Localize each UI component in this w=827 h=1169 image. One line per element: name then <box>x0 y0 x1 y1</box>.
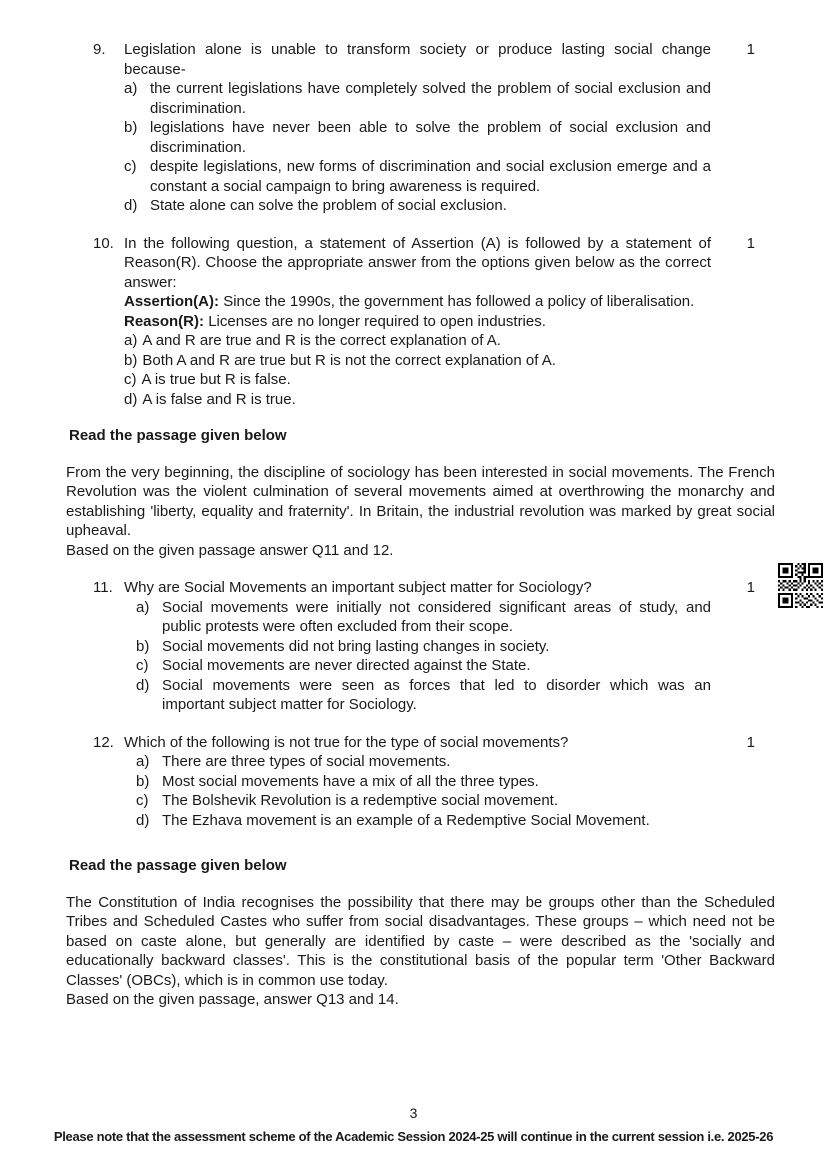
question-10 <box>93 234 775 410</box>
question-number: 10. <box>93 234 114 252</box>
option-text: legislations have never been able to solve the problem of social exclusion and discrimination. <box>150 119 711 156</box>
assertion-text: Since the 1990s, the government has followed a policy of liberalisation. <box>223 293 695 310</box>
option-letter: a) <box>124 332 138 349</box>
passage-note: Based on the given passage answer Q11 and 12. <box>66 541 394 559</box>
option-row <box>124 351 711 371</box>
option-row <box>136 772 711 792</box>
footer-note: Please note that the assessment scheme of the Academic Session 2024-25 will continue in the current session i.e. 2025-26 <box>53 1128 774 1144</box>
option-text: A and R are true and R is the correct explanation of A. <box>142 332 501 349</box>
option-row <box>136 637 711 657</box>
option-row <box>136 676 711 715</box>
option-text: A is true but R is false. <box>141 371 291 388</box>
option-row <box>124 79 711 118</box>
option-text: State alone can solve the problem of social exclusion. <box>150 197 507 214</box>
document-content <box>66 40 775 1010</box>
option-letter: c) <box>136 657 149 674</box>
option-letter: b) <box>136 637 150 655</box>
option-text: A is false and R is true. <box>142 390 296 408</box>
question-body <box>124 578 711 715</box>
option-text: Social movements did not bring lasting changes in society. <box>162 637 550 655</box>
option-text: Social movements are never directed against the State. <box>162 657 531 674</box>
question-number: 12. <box>93 733 114 751</box>
option-text: The Bolshevik Revolution is a redemptive social movement. <box>162 792 559 809</box>
option-text: Both A and R are true but R is not the correct explanation of A. <box>142 351 556 369</box>
question-11 <box>93 578 775 715</box>
option-text: Most social movements have a mix of all the three types. <box>162 772 539 790</box>
question-text: In the following question, a statement of Assertion (A) is followed by a statement of Reason(R). Choose the appropriate answer from the options given below as the correct answer: <box>124 234 711 291</box>
option-text: Social movements were seen as forces that led to disorder which was an important subject matter for Sociology. <box>162 676 711 713</box>
option-row <box>136 811 711 831</box>
assertion-line <box>124 292 711 312</box>
reason-line <box>124 312 711 332</box>
option-letter: c) <box>124 158 137 175</box>
passage-2 <box>66 893 775 1010</box>
qr-code-icon <box>778 563 823 608</box>
reason-text: Licenses are no longer required to open industries. <box>208 312 546 330</box>
option-letter: c) <box>124 371 137 388</box>
question-12 <box>93 733 775 831</box>
option-letter: c) <box>136 792 149 809</box>
passage-note: Based on the given passage, answer Q13 and 14. <box>66 991 399 1008</box>
question-9 <box>93 40 775 216</box>
option-row <box>124 196 711 216</box>
option-row <box>136 656 711 676</box>
option-row <box>136 752 711 772</box>
option-row <box>124 370 711 390</box>
question-text: Legislation alone is unable to transform society or produce lasting social change because- <box>124 41 711 78</box>
option-letter: a) <box>136 598 150 616</box>
question-text: Which of the following is not true for the type of social movements? <box>124 733 569 751</box>
option-text: despite legislations, new forms of discrimination and social exclusion emerge and a constant a social campaign to bring awareness is required. <box>150 158 711 195</box>
question-text: Why are Social Movements an important subject matter for Sociology? <box>124 579 592 596</box>
page-number: 3 <box>409 1105 418 1121</box>
question-marks: 1 <box>746 41 755 58</box>
option-letter: d) <box>136 676 150 694</box>
question-body <box>124 234 711 410</box>
reason-label: Reason(R): <box>124 312 205 330</box>
option-row <box>136 598 711 637</box>
option-row <box>124 331 711 351</box>
option-row <box>124 390 711 410</box>
option-letter: d) <box>124 197 138 214</box>
option-text: There are three types of social movements. <box>162 753 451 770</box>
option-text: The Ezhava movement is an example of a Redemptive Social Movement. <box>162 811 650 829</box>
assertion-label: Assertion(A): <box>124 293 220 310</box>
option-row <box>136 791 711 811</box>
passage-text: From the very beginning, the discipline of sociology has been interested in social movements. The French Revolution was the violent culmination of several movements aimed at overthrowing the monarchy and establishing 'liberty, equality and fraternity'. In Britain, the industrial revolution was marked by great social upheaval. <box>66 463 775 539</box>
question-number: 9. <box>93 41 106 58</box>
question-marks: 1 <box>746 234 755 252</box>
passage-heading: Read the passage given below <box>69 857 287 874</box>
option-letter: b) <box>136 772 150 790</box>
option-letter: a) <box>124 80 138 97</box>
option-text: the current legislations have completely solved the problem of social exclusion and discrimination. <box>150 80 711 117</box>
question-body <box>124 733 711 831</box>
option-row <box>124 118 711 157</box>
page-footer <box>0 1104 827 1146</box>
option-text: Social movements were initially not considered significant areas of study, and public protests were often excluded from their scope. <box>162 598 711 635</box>
option-letter: d) <box>124 390 138 408</box>
option-letter: b) <box>124 351 138 369</box>
passage-1 <box>66 463 775 561</box>
question-marks: 1 <box>746 733 755 751</box>
passage-text: The Constitution of India recognises the possibility that there may be groups other than the Scheduled Tribes and Scheduled Castes who suffer from social disadvantages. These groups – which need not be based on caste alone, but generally are identified by caste – were described as the 'socially and educationally backward classes'. This is the constitutional basis of the popular term 'Other Backward Classes' (OBCs), which is in common use today. <box>66 893 775 989</box>
question-body <box>124 40 711 216</box>
option-letter: a) <box>136 753 150 770</box>
passage-heading: Read the passage given below <box>69 427 287 444</box>
question-number: 11. <box>93 579 113 596</box>
option-letter: d) <box>136 811 150 829</box>
question-marks: 1 <box>746 579 755 596</box>
option-row <box>124 157 711 196</box>
option-letter: b) <box>124 119 138 136</box>
